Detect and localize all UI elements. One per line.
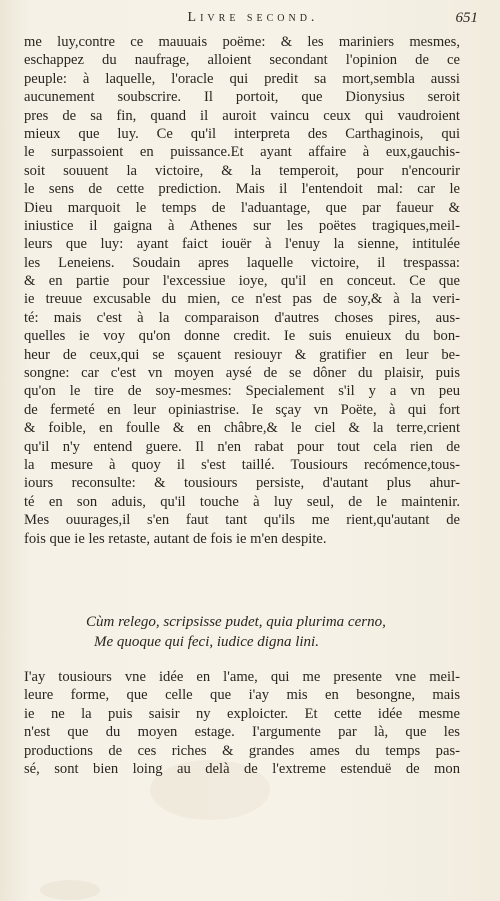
text-line: aucunement soubscrire. Il portoit, que Dionysius seroit: [24, 89, 460, 106]
text-line: sé, sont bien loing au delà de l'extreme estenduë de mon: [24, 760, 460, 777]
text-line: le surpassoient en puissance.Et ayant affaire à eux,gauchis-: [24, 144, 460, 161]
text-line: qu'il n'y entend guere. Il n'en rabat pour tout cela rien de: [24, 438, 460, 455]
text-line: qu'on le tire de soy-mesmes: Specialement s'il y a vn peu: [24, 383, 460, 400]
text-line: Dieu marquoit le temps de l'aduantage, que par faueur &: [24, 199, 460, 216]
text-line: productions de ces riches & grandes ames du temps pas-: [24, 742, 460, 759]
text-line: heur de ceux,qui se sçauent resiouyr & gratifier en leur be-: [24, 346, 460, 363]
text-line: & foible, en foulle & en châbre,& le ciel & la terre,crient: [24, 420, 460, 437]
text-line: pres de sa fin, quand il auroit vaincu ceux qui vaudroient: [24, 107, 460, 124]
latin-verse-quotation: [24, 612, 460, 652]
text-line: fois que ie les retaste, autant de fois ie m'en despite.: [24, 530, 327, 547]
text-line: les Leneiens. Soudain apres laquelle victoire, il trespassa:: [24, 254, 460, 271]
text-line: leurs que luy: ayant faict iouër à l'enuy la sienne, intitulée: [24, 236, 460, 253]
paragraph-2: [24, 668, 460, 778]
page-number: 651: [455, 10, 478, 26]
text-line: songne: car c'est vn moyen aysé de se dôner du plaisir, puis: [24, 365, 460, 382]
text-line: me luy,contre ce mauuais poëme: & les mariniers mesmes,: [24, 34, 460, 50]
paper-stain: [40, 880, 100, 900]
text-line: quelles ie voy qu'on donne credit. Ie suis enuieux du bon-: [24, 328, 460, 345]
text-line: té: mais c'est à la comparaison d'autres choses pires, aus-: [24, 309, 460, 326]
text-line: le sens de cette prediction. Mais il l'entendoit mal: car le: [24, 181, 460, 198]
text-line: eschappez du naufrage, alloient secondant l'opinion de ce: [24, 52, 460, 69]
text-line: té en son aduis, qu'il touche à luy seul, de le maintenir.: [24, 493, 460, 510]
verse-line: Me quoque qui feci, iudice digna lini.: [94, 634, 319, 650]
text-line: n'est que du moyen estage. I'argumente par là, que les: [24, 724, 460, 741]
text-line: mieux que luy. Ce qu'il interpreta des Carthaginois, qui: [24, 125, 460, 142]
verse-line: Cùm relego, scripsisse pudet, quia plurima cerno,: [86, 614, 386, 630]
text-line: peuple: à laquelle, l'oracle qui predit sa mort,sembla aussi: [24, 70, 460, 87]
text-line: soit souuent la victoire, & la temperoit, pour n'encourir: [24, 162, 460, 179]
text-line: iours reconsulte: & tousiours persiste, d'autant plus ahur-: [24, 475, 460, 492]
text-line: de fermeté en leur opiniastrise. Ie sçay vn Poëte, à qui fort: [24, 401, 460, 418]
text-line: ie ne la puis saisir ny exploicter. Et cette idée mesme: [24, 705, 460, 722]
text-line: & en partie pour l'excessiue ioye, qu'il en conceut. Ce que: [24, 273, 460, 290]
text-line: leure forme, que celle que i'ay mis en besongne, mais: [24, 687, 460, 704]
text-line: Mes ouurages,il s'en faut tant qu'ils me rient,qu'autant de: [24, 512, 460, 529]
running-head: [24, 10, 482, 32]
text-line: ie treuue excusable du mien, ce n'est pas de soy,& à la veri-: [24, 291, 460, 308]
text-line: iniustice il gaigna à Athenes sur les poëtes tragiques,meil-: [24, 217, 460, 234]
paragraph-1: [24, 33, 460, 548]
running-head-title: Livre second.: [187, 10, 319, 25]
text-line: I'ay tousiours vne idée en l'ame, qui me presente vne meil-: [24, 669, 460, 685]
text-line: la mesure à quoy il s'est taillé. Tousiours recómence,tous-: [24, 456, 460, 473]
